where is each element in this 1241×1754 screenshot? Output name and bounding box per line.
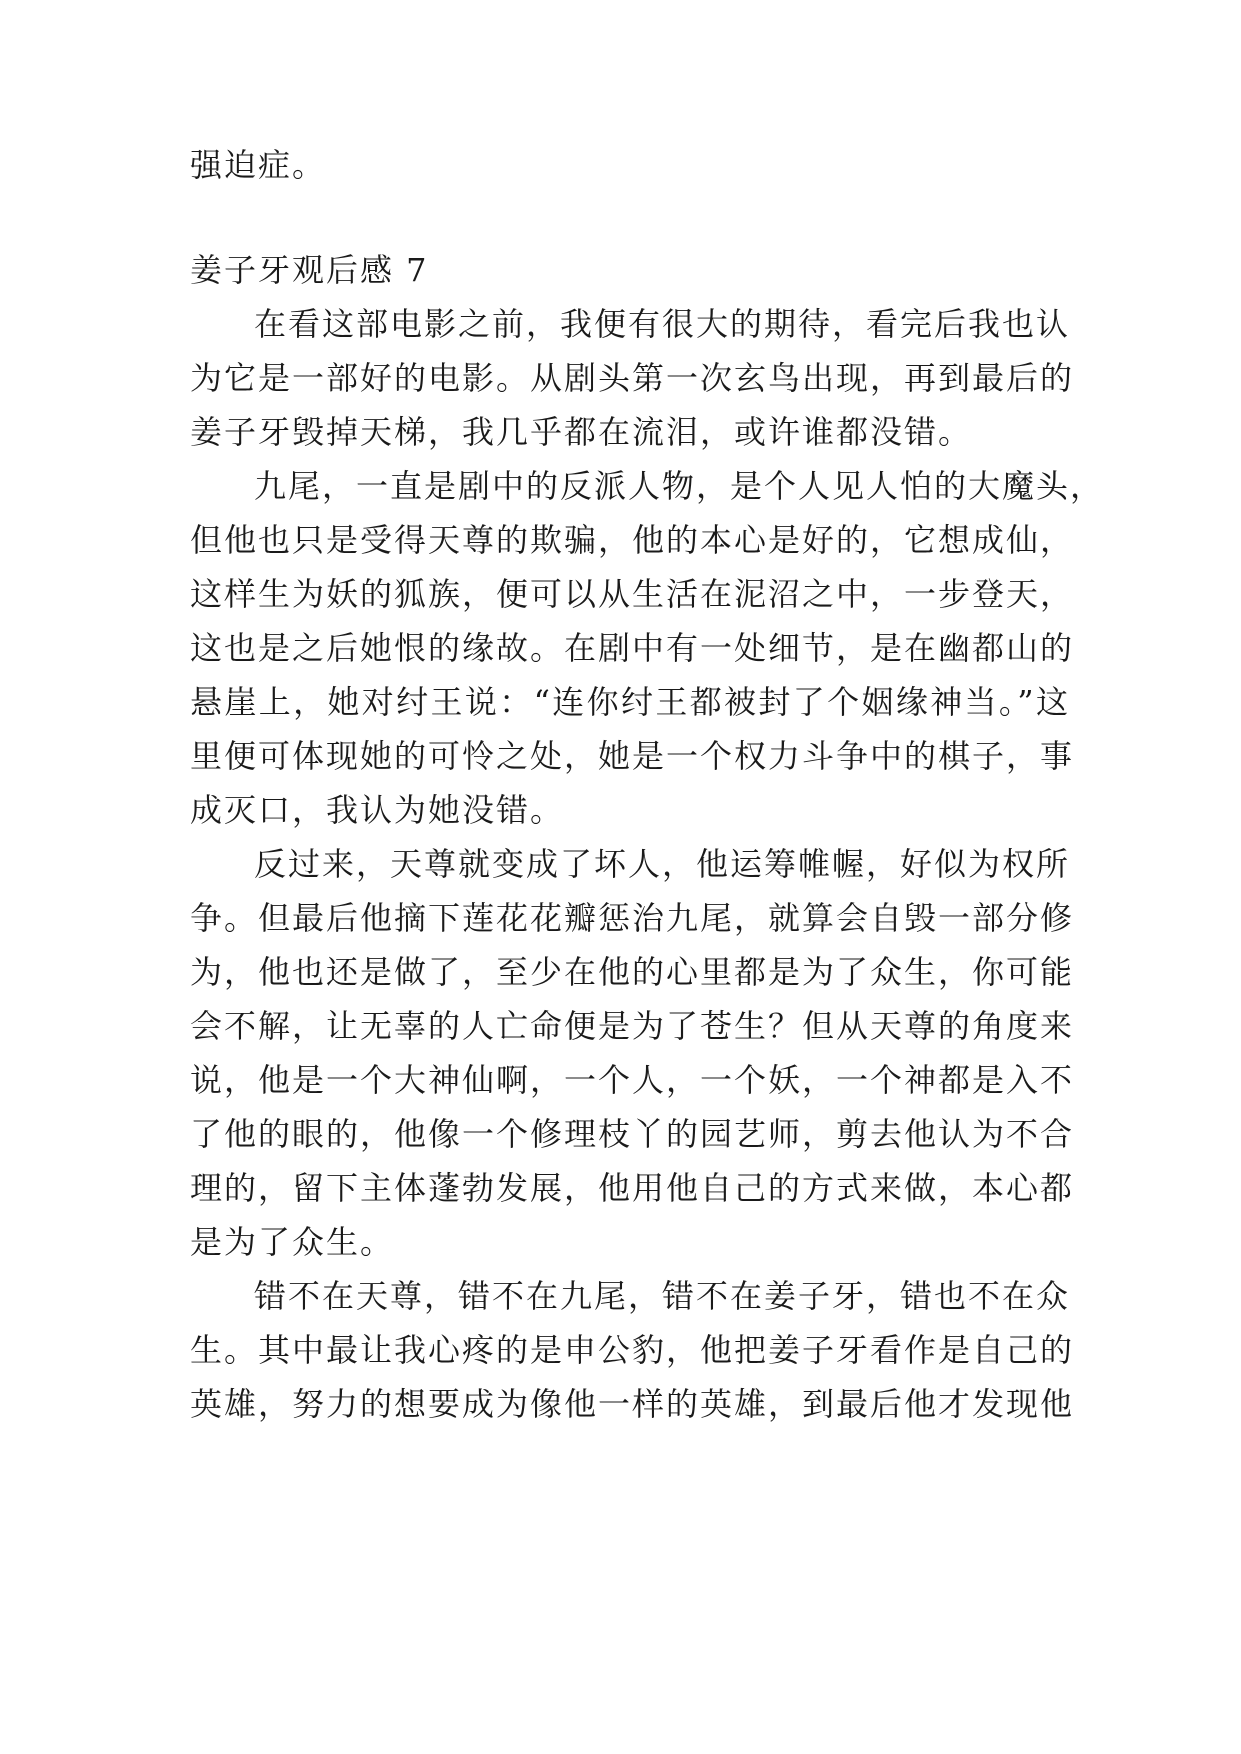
- paragraph-line: 为，他也还是做了，至少在他的心里都是为了众生，你可能: [190, 953, 1075, 991]
- paragraph-line: 会不解，让无辜的人亡命便是为了苍生？但从天尊的角度来: [190, 1007, 1075, 1045]
- paragraph-line: 了他的眼的，他像一个修理枝丫的园艺师，剪去他认为不合: [190, 1115, 1075, 1153]
- paragraph-line: 在看这部电影之前，我便有很大的期待，看完后我也认: [254, 305, 1071, 343]
- paragraph-line: 姜子牙毁掉天梯，我几乎都在流泪，或许谁都没错。: [190, 413, 973, 451]
- paragraph-line: 生。其中最让我心疼的是申公豹，他把姜子牙看作是自己的: [190, 1331, 1075, 1369]
- paragraph-line: 是为了众生。: [190, 1223, 395, 1261]
- section-heading: 姜子牙观后感 7: [190, 251, 429, 289]
- paragraph-line: 里便可体现她的可怜之处，她是一个权力斗争中的棋子，事: [190, 737, 1075, 775]
- paragraph-line: 英雄，努力的想要成为像他一样的英雄，到最后他才发现他: [190, 1385, 1075, 1423]
- paragraph-line: 理的，留下主体蓬勃发展，他用他自己的方式来做，本心都: [190, 1169, 1075, 1207]
- paragraph-line: 悬崖上，她对纣王说：“连你纣王都被封了个姻缘神当。”这: [190, 683, 1070, 721]
- paragraph-line: 成灭口，我认为她没错。: [190, 791, 565, 829]
- paragraph-line: 说，他是一个大神仙啊，一个人，一个妖，一个神都是入不: [190, 1061, 1075, 1099]
- paragraph-line: 争。但最后他摘下莲花花瓣惩治九尾，就算会自毁一部分修: [190, 899, 1075, 937]
- paragraph-line: 九尾，一直是剧中的反派人物，是个人见人怕的大魔头，: [254, 467, 1105, 505]
- paragraph-line: 为它是一部好的电影。从剧头第一次玄鸟出现，再到最后的: [190, 359, 1075, 397]
- paragraph-line: 但他也只是受得天尊的欺骗，他的本心是好的，它想成仙，: [190, 521, 1075, 559]
- paragraph-line: 这也是之后她恨的缘故。在剧中有一处细节，是在幽都山的: [190, 629, 1075, 667]
- paragraph-line: 错不在天尊，错不在九尾，错不在姜子牙，错也不在众: [254, 1277, 1071, 1315]
- lead-line: 强迫症。: [190, 146, 327, 184]
- paragraph-line: 这样生为妖的狐族，便可以从生活在泥沼之中，一步登天，: [190, 575, 1075, 613]
- paragraph-line: 反过来，天尊就变成了坏人，他运筹帷幄，好似为权所: [254, 845, 1071, 883]
